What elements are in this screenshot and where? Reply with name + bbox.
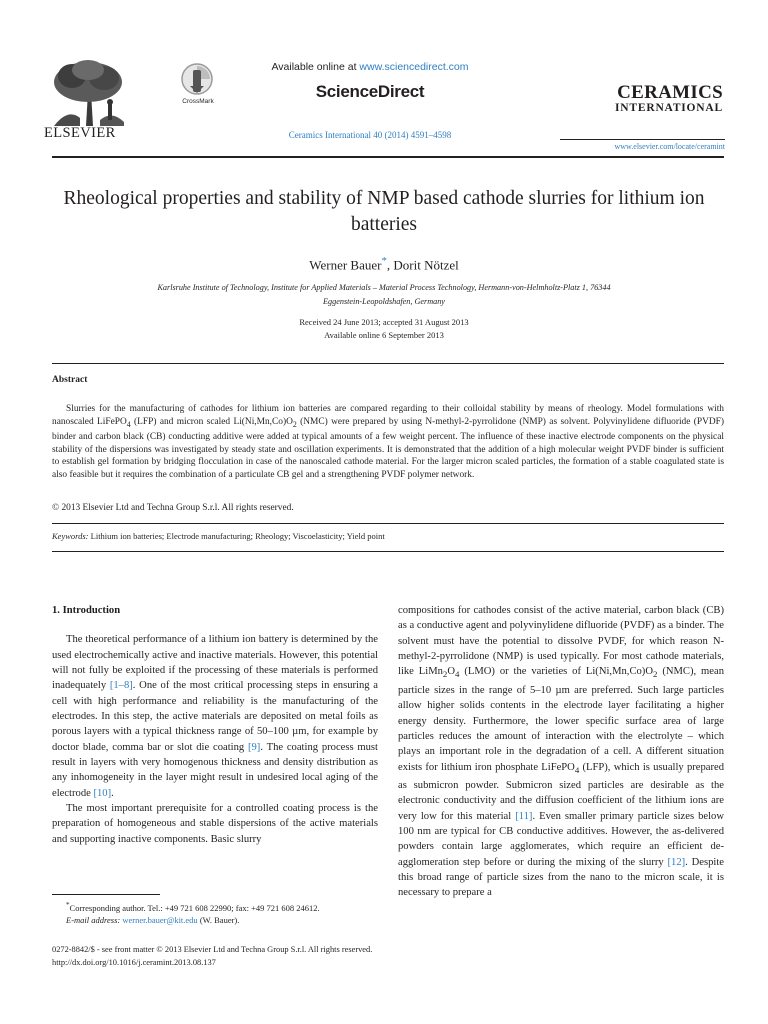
crossmark-label: CrossMark: [182, 98, 214, 105]
intro-text: .: [111, 787, 114, 799]
email-suffix: (W. Bauer).: [197, 915, 240, 926]
footnote-email-line: [52, 914, 392, 927]
subscript: 4: [574, 764, 580, 775]
article-dates: [140, 316, 628, 342]
sciencedirect-link[interactable]: www.sciencedirect.com: [359, 61, 469, 73]
footnote-text: Corresponding author. Tel.: +49 721 608 22990; fax: +49 721 608 24612.: [69, 902, 320, 913]
journal-citation[interactable]: Ceramics International 40 (2014) 4591–4598: [288, 130, 452, 140]
abstract-top-rule: [52, 363, 724, 364]
intro-text: . Despite this broad range of particle sizes from the nano to the micron scale, it is necessary to prepare a: [398, 856, 724, 899]
abstract-text-3: (NMC) were prepared by using N-methyl-2-pyrrolidone (NMP) as solvent. Polyvinylidene difluoride (PVDF) binder and carbon black (CB) conducting additive were added at typical amounts of a few weight percent. The influence of these inactive electrode components on the physical stability of the dispersions was investigated by steady state and oscillation experiments. It is demonstrated that the addition of a high molecular weight PVDF binder is sufficient to establish gel formation by bridging flocculation in case of the nanoscaled cathode material. For the larger micron scaled particles, the formation of a stable coagulated state is also feasible but it requires the combination of a particulate CB gel and a strengthening PVDF polymer network.: [52, 416, 724, 480]
subscript: 2: [442, 669, 448, 680]
corresponding-author-footnote: [52, 899, 392, 927]
footnote-marker: *: [66, 901, 70, 909]
keywords-list: Lithium ion batteries; Electrode manufacturing; Rheology; Viscoelasticity; Yield point: [88, 531, 385, 541]
keywords-label: Keywords:: [52, 531, 89, 541]
intro-paragraph-2-continued: [398, 603, 724, 901]
reference-link-9[interactable]: [9]: [247, 741, 261, 753]
journal-title-line1: CERAMICS: [617, 82, 723, 103]
journal-homepage-link[interactable]: www.elsevier.com/locate/ceramint: [614, 142, 725, 151]
intro-text: (LMO) or the varieties of Li(Ni,Mn,Co)O: [459, 666, 653, 678]
available-prefix: Available online at: [271, 61, 360, 73]
reference-link-1-8[interactable]: [1–8]: [109, 680, 133, 692]
author-separator: ,: [386, 257, 394, 273]
intro-text: O: [447, 666, 455, 678]
abstract-text-1: Slurries for the manufacturing of cathodes for lithium ion batteries are compared regarding to their colloidal stability by means of rheology. Model formulations with nanoscaled LiFePO: [52, 404, 724, 427]
footnote-contact: [52, 899, 392, 914]
doi-link[interactable]: http://dx.doi.org/10.1016/j.ceramint.2013.08.137: [52, 957, 216, 967]
keywords-top-rule: [52, 523, 724, 524]
reference-link-10[interactable]: [10]: [93, 787, 112, 799]
journal-title-line2: INTERNATIONAL: [615, 102, 723, 114]
intro-text: . Even smaller primary particle sizes below 100 nm are typical for CB conductive additives. However, the as-delivered powders contain large agglomerates, which require an efficient de-agglomeration step before or during the mixing of the slurry: [398, 810, 724, 868]
abstract-copyright: © 2013 Elsevier Ltd and Techna Group S.r.l. All rights reserved.: [52, 503, 294, 513]
footnote-rule: [52, 894, 160, 895]
author-noetzel: Dorit Nötzel: [393, 257, 459, 273]
available-online: [250, 61, 490, 73]
intro-text: The theoretical performance of a lithium ion battery is determined by the used electrochemically active and inactive materials. However, this potential will not fully be exploited if the processing of these materials is performed inadequately: [52, 634, 378, 692]
corresponding-author-marker[interactable]: *: [381, 255, 387, 267]
reference-link-12[interactable]: [12]: [667, 856, 686, 868]
issn-copyright: 0272-8842/$ - see front matter © 2013 Elsevier Ltd and Techna Group S.r.l. All rights reserved.: [52, 945, 373, 954]
author-email-link[interactable]: werner.bauer@kit.edu: [122, 915, 198, 926]
keywords-bottom-rule: [52, 551, 724, 552]
affiliation: Karlsruhe Institute of Technology, Institute for Applied Materials – Material Process Technology, Hermann-von-Helmholtz-Platz 1, 76344 Eggenstein-Leopoldshafen, Germany: [157, 283, 611, 306]
keywords: [52, 531, 724, 541]
subscript: 4: [455, 669, 460, 680]
front-matter-info: [52, 944, 552, 969]
crossmark-icon[interactable]: [180, 62, 214, 98]
article-title: Rheological properties and stability of NMP based cathode slurries for lithium ion batteries: [63, 188, 705, 235]
abstract-sub-2: 2: [292, 419, 297, 429]
header-divider: [52, 156, 724, 158]
body-column-right: [398, 603, 724, 901]
reference-link-11[interactable]: [11]: [515, 810, 533, 822]
intro-text: . The coating process must result in layers with very homogenous thickness and density distribution as any inhomogeneity in the layer might result in undesired local aging of the electrode: [52, 741, 379, 799]
email-label: E-mail address:: [66, 915, 121, 926]
author-list: [60, 255, 708, 273]
author-bauer: Werner Bauer: [309, 257, 382, 273]
abstract-text-2: (LFP) and micron scaled Li(Ni,Mn,Co)O: [130, 416, 293, 427]
body-column-left: [52, 603, 378, 847]
subscript: 2: [653, 669, 658, 680]
intro-paragraph-1: [52, 632, 378, 801]
online-date: Available online 6 September 2013: [324, 330, 444, 340]
elsevier-wordmark: ELSEVIER: [44, 125, 116, 141]
elsevier-tree-logo: [48, 58, 128, 128]
abstract-body: [52, 403, 724, 481]
intro-text: . One of the most critical processing steps in ensuring a cell with high performance and reliability is the manufacturing of the electrodes. In this step, the active materials are deposited on metal foils as porous layers with a typical thickness range of 50–100 µm, for example by doctor blade, comma bar or slot die coating: [52, 680, 378, 753]
intro-text: compositions for cathodes consist of the active material, carbon black (CB) as a conductive agent and polyvinylidene difluoride (PVDF) as a binder. The solvent must have the potential to dissolve PVDF, for which reason N-methyl-2-pyrrolidone (NMP) is used typically. For most cathode materials, like LiMn: [398, 605, 724, 678]
intro-paragraph-2: The most important prerequisite for a controlled coating process is the preparation of homogeneous and stable dispersions of the active materials and supporting inactive components. Basic slurry: [52, 803, 378, 845]
sciencedirect-logo: ScienceDirect: [315, 82, 425, 101]
intro-text: (NMC), mean particle sizes in the range of 5–10 µm are preferred. Such large particles allow higher solids contents in the electrode layer facilitating a higher energy density. Furthermore, the lower specific surface area of large particles reduces the amount of interaction with the electrolyte – which plays an important role in the degradation of a cell. A different situation exists for lithium iron phosphate LiFePO: [398, 666, 725, 773]
intro-text: (LFP), which is usually prepared as submicron powder. Submicron sized particles are desirable as the electronic conductivity and the diffusion coefficient of the lithium ions are very low for this material: [398, 761, 725, 822]
section-heading-introduction: 1. Introduction: [52, 605, 121, 616]
journal-rule: [560, 139, 725, 140]
abstract-heading: Abstract: [52, 375, 88, 385]
received-dates: Received 24 June 2013; accepted 31 August 2013: [299, 317, 469, 327]
abstract-sub-1: 4: [126, 419, 131, 429]
